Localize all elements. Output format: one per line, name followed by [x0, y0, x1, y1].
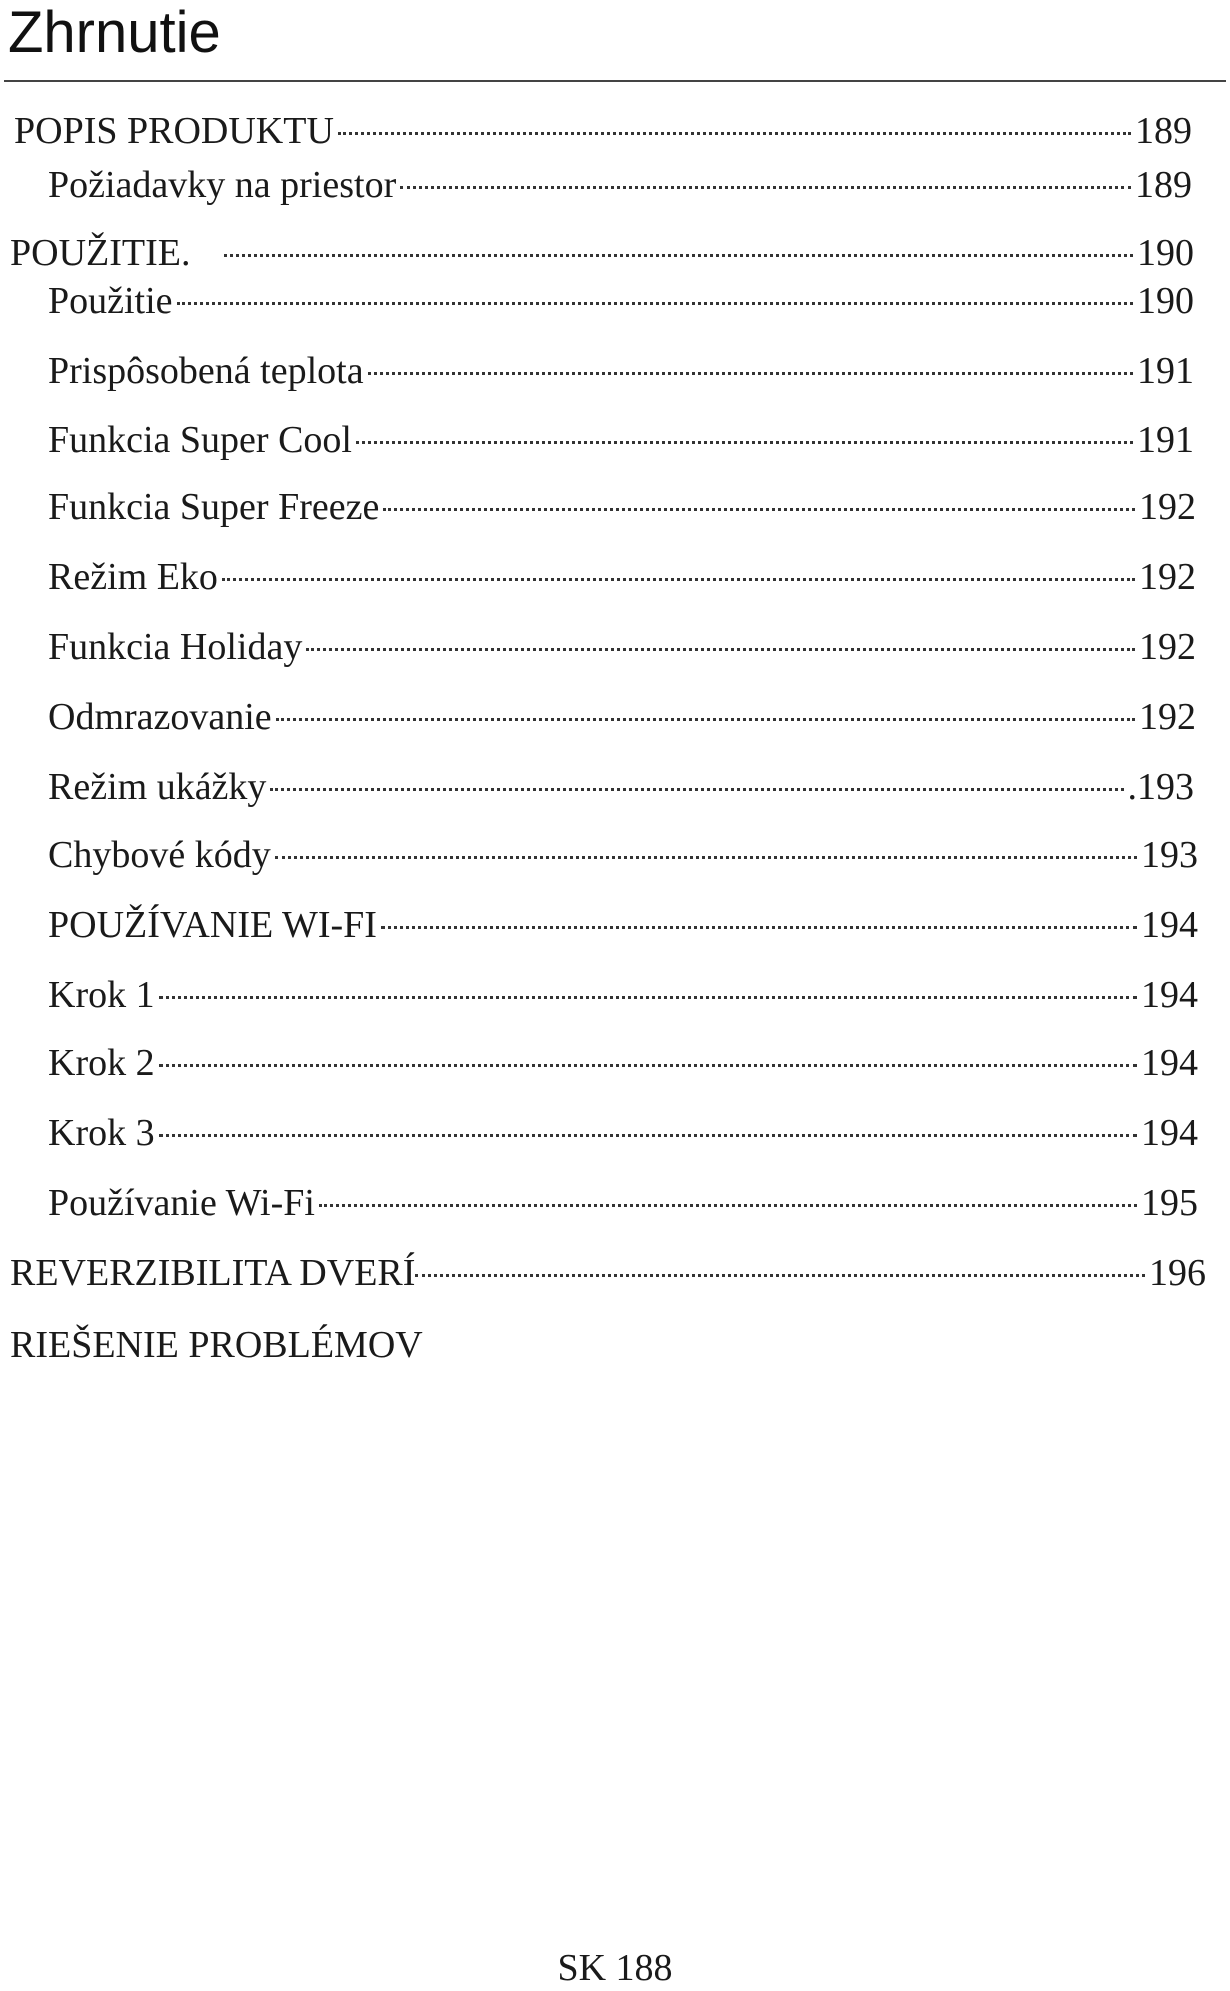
toc-entry-krok-1[interactable] — [48, 970, 1198, 1020]
toc-entry-label: Prispôsobená teplota — [48, 350, 364, 392]
toc-entry-funkcia-super-freeze[interactable] — [48, 482, 1196, 532]
toc-entry-page: 189 — [1135, 164, 1192, 206]
toc-entry-page: 192 — [1139, 556, 1196, 598]
toc-entry-page: 191 — [1137, 419, 1194, 461]
dot-leader — [159, 1134, 1137, 1137]
toc-entry-page: 192 — [1139, 486, 1196, 528]
toc-entry-page: 194 — [1141, 974, 1198, 1016]
toc-entry-page: 190 — [1137, 280, 1194, 322]
toc-entry-label: Krok 2 — [48, 1042, 155, 1084]
dot-leader — [368, 372, 1133, 375]
toc-entry-label: REVERZIBILITA DVERÍ — [10, 1252, 416, 1294]
toc-entry-label: POUŽITIE. — [10, 232, 191, 274]
page-title: Zhrnutie — [8, 0, 221, 65]
toc-entry-label: Požiadavky na priestor — [48, 164, 397, 206]
toc-entry-funkcia-super-cool[interactable] — [48, 415, 1194, 465]
dot-leader — [356, 441, 1133, 444]
toc-entry-label: Chybové kódy — [48, 834, 271, 876]
toc-entry-pouzivanie-wi-fi[interactable] — [48, 1178, 1198, 1228]
toc-entry-krok-3[interactable] — [48, 1108, 1198, 1158]
dot-leader — [270, 788, 1123, 791]
toc-entry-label: Funkcia Super Freeze — [48, 486, 380, 528]
toc-entry-label: Funkcia Holiday — [48, 626, 303, 668]
toc-entry-page: 189 — [1135, 110, 1192, 152]
dot-leader — [306, 648, 1135, 651]
dot-leader — [159, 996, 1137, 999]
toc-entry-label: Krok 3 — [48, 1112, 155, 1154]
toc-entry-page: 193 — [1141, 834, 1198, 876]
toc-entry-krok-2[interactable] — [48, 1038, 1198, 1088]
toc-entry-page: .193 — [1127, 766, 1194, 808]
toc-entry-popis-produktu[interactable] — [14, 106, 1192, 156]
toc-entry-page: 192 — [1139, 626, 1196, 668]
toc-entry-label: Používanie Wi-Fi — [48, 1182, 315, 1224]
toc-entry-prisposobena-teplota[interactable] — [48, 346, 1194, 396]
toc-entry-label: RIEŠENIE PROBLÉMOV — [10, 1324, 423, 1366]
dot-leader — [319, 1204, 1137, 1207]
dot-leader — [177, 302, 1133, 305]
toc-entry-rezim-ukazky[interactable] — [48, 762, 1194, 812]
toc-entry-label: Odmrazovanie — [48, 696, 272, 738]
toc-entry-riesenie-problemov[interactable] — [10, 1320, 423, 1370]
dot-leader — [275, 856, 1137, 859]
title-divider — [4, 80, 1226, 82]
dot-leader — [276, 718, 1135, 721]
toc-entry-label: Použitie — [48, 280, 173, 322]
toc-entry-pouzivanie-wi-fi-section[interactable] — [48, 900, 1198, 950]
toc-entry-pouzitie[interactable] — [48, 276, 1194, 326]
toc-entry-label: Funkcia Super Cool — [48, 419, 352, 461]
dot-leader — [383, 508, 1135, 511]
toc-entry-pouzitie-section[interactable] — [10, 228, 1194, 278]
toc-entry-funkcia-holiday[interactable] — [48, 622, 1196, 672]
toc-entry-label: Režim ukážky — [48, 766, 267, 808]
dot-leader — [381, 926, 1137, 929]
toc-entry-page: 190 — [1137, 232, 1194, 274]
toc-entry-page: 194 — [1141, 1112, 1198, 1154]
dot-leader — [400, 186, 1131, 189]
toc-entry-label: POPIS PRODUKTU — [14, 110, 334, 152]
toc-entry-reverzibilita-dveri[interactable] — [10, 1248, 1206, 1298]
toc-entry-rezim-eko[interactable] — [48, 552, 1196, 602]
toc-entry-page: 191 — [1137, 350, 1194, 392]
toc-entry-label: Krok 1 — [48, 974, 155, 1016]
dot-leader — [222, 578, 1135, 581]
dot-leader — [338, 132, 1131, 135]
toc-entry-page: 196 — [1149, 1252, 1206, 1294]
dot-leader — [159, 1064, 1137, 1067]
toc-entry-page: 192 — [1139, 696, 1196, 738]
toc-entry-chybove-kody[interactable] — [48, 830, 1198, 880]
dot-leader — [224, 254, 1133, 257]
page-number: SK 188 — [557, 1947, 673, 1989]
toc-entry-page: 195 — [1141, 1182, 1198, 1224]
toc-entry-label: POUŽÍVANIE WI-FI — [48, 904, 377, 946]
dot-leader — [415, 1274, 1145, 1277]
toc-entry-page: 194 — [1141, 1042, 1198, 1084]
toc-entry-poziadavky-na-priestor[interactable] — [48, 160, 1192, 210]
toc-entry-page: 194 — [1141, 904, 1198, 946]
toc-entry-label: Režim Eko — [48, 556, 218, 598]
toc-entry-odmrazovanie[interactable] — [48, 692, 1196, 742]
